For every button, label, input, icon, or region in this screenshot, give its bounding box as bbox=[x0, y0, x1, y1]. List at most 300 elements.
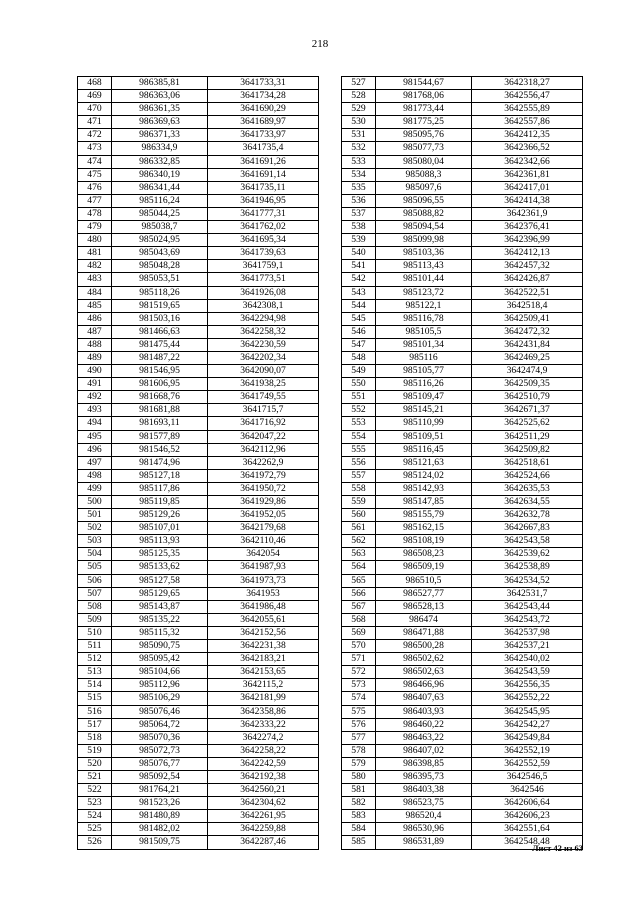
coordinate-x: 986474 bbox=[376, 613, 472, 626]
coordinate-y: 3642047,22 bbox=[208, 430, 319, 443]
coordinate-y: 3642054 bbox=[208, 548, 319, 561]
coordinate-y: 3641716,92 bbox=[208, 417, 319, 430]
coordinate-x: 981480,89 bbox=[112, 810, 208, 823]
point-number: 497 bbox=[78, 456, 112, 469]
table-row bbox=[78, 509, 319, 522]
table-row bbox=[78, 194, 319, 207]
coordinate-x: 985077,73 bbox=[376, 142, 472, 155]
point-number: 527 bbox=[342, 77, 376, 90]
table-row bbox=[342, 797, 583, 810]
table-row bbox=[342, 718, 583, 731]
point-number: 562 bbox=[342, 535, 376, 548]
coordinate-y: 3642551,64 bbox=[472, 823, 583, 836]
point-number: 547 bbox=[342, 338, 376, 351]
coordinate-x: 985109,47 bbox=[376, 391, 472, 404]
table-row bbox=[342, 338, 583, 351]
coordinate-y: 3641759,1 bbox=[208, 260, 319, 273]
point-number: 478 bbox=[78, 207, 112, 220]
table-row bbox=[342, 378, 583, 391]
coordinate-y: 3642556,47 bbox=[472, 90, 583, 103]
coordinate-x: 985127,58 bbox=[112, 574, 208, 587]
coordinate-y: 3642342,66 bbox=[472, 155, 583, 168]
coordinate-y: 3642537,21 bbox=[472, 640, 583, 653]
table-row bbox=[78, 77, 319, 90]
coordinate-x: 981509,75 bbox=[112, 836, 208, 849]
coordinate-y: 3642115,2 bbox=[208, 679, 319, 692]
point-number: 495 bbox=[78, 430, 112, 443]
point-number: 506 bbox=[78, 574, 112, 587]
point-number: 549 bbox=[342, 365, 376, 378]
point-number: 525 bbox=[78, 823, 112, 836]
coordinate-x: 985112,96 bbox=[112, 679, 208, 692]
point-number: 509 bbox=[78, 613, 112, 626]
table-row bbox=[78, 456, 319, 469]
coordinate-x: 986527,77 bbox=[376, 587, 472, 600]
coordinate-x: 986530,96 bbox=[376, 823, 472, 836]
point-number: 474 bbox=[78, 155, 112, 168]
coordinate-y: 3642537,98 bbox=[472, 626, 583, 639]
table-row bbox=[342, 823, 583, 836]
table-row bbox=[342, 77, 583, 90]
coordinate-y: 3642542,27 bbox=[472, 718, 583, 731]
table-row bbox=[342, 561, 583, 574]
coordinate-x: 985109,51 bbox=[376, 430, 472, 443]
coordinate-y: 3642153,65 bbox=[208, 666, 319, 679]
coordinate-x: 981768,06 bbox=[376, 90, 472, 103]
table-row bbox=[78, 155, 319, 168]
coordinate-y: 3642671,37 bbox=[472, 404, 583, 417]
coordinate-x: 981546,52 bbox=[112, 443, 208, 456]
coordinate-x: 981482,02 bbox=[112, 823, 208, 836]
point-number: 472 bbox=[78, 129, 112, 142]
table-row bbox=[78, 613, 319, 626]
point-number: 521 bbox=[78, 770, 112, 783]
table-row bbox=[78, 129, 319, 142]
point-number: 501 bbox=[78, 509, 112, 522]
table-row bbox=[342, 286, 583, 299]
table-row bbox=[78, 757, 319, 770]
point-number: 482 bbox=[78, 260, 112, 273]
table-row bbox=[342, 116, 583, 129]
coordinate-x: 985110,99 bbox=[376, 417, 472, 430]
point-number: 519 bbox=[78, 744, 112, 757]
table-row bbox=[78, 574, 319, 587]
table-row bbox=[78, 90, 319, 103]
table-row bbox=[78, 404, 319, 417]
table-row bbox=[342, 640, 583, 653]
table-row bbox=[342, 744, 583, 757]
coordinate-y: 3641946,95 bbox=[208, 194, 319, 207]
coordinate-x: 985124,02 bbox=[376, 469, 472, 482]
table-row bbox=[78, 378, 319, 391]
coordinate-y: 3642534,52 bbox=[472, 574, 583, 587]
point-number: 533 bbox=[342, 155, 376, 168]
coordinate-x: 985116,78 bbox=[376, 312, 472, 325]
coordinate-x: 986502,62 bbox=[376, 653, 472, 666]
coordinate-y: 3642606,64 bbox=[472, 797, 583, 810]
coordinate-y: 3641690,29 bbox=[208, 103, 319, 116]
table-row bbox=[342, 666, 583, 679]
point-number: 513 bbox=[78, 666, 112, 679]
coordinate-y: 3641735,4 bbox=[208, 142, 319, 155]
coordinates-tables bbox=[77, 76, 582, 848]
point-number: 563 bbox=[342, 548, 376, 561]
table-row bbox=[78, 640, 319, 653]
point-number: 568 bbox=[342, 613, 376, 626]
point-number: 581 bbox=[342, 784, 376, 797]
table-row bbox=[78, 522, 319, 535]
point-number: 580 bbox=[342, 770, 376, 783]
point-number: 552 bbox=[342, 404, 376, 417]
point-number: 524 bbox=[78, 810, 112, 823]
point-number: 515 bbox=[78, 692, 112, 705]
coordinate-y: 3642472,32 bbox=[472, 325, 583, 338]
coordinate-y: 3642308,1 bbox=[208, 299, 319, 312]
coordinate-y: 3641691,14 bbox=[208, 168, 319, 181]
point-number: 567 bbox=[342, 600, 376, 613]
table-row bbox=[78, 653, 319, 666]
coordinate-x: 981519,65 bbox=[112, 299, 208, 312]
coordinate-y: 3642055,61 bbox=[208, 613, 319, 626]
coordinate-x: 985133,62 bbox=[112, 561, 208, 574]
point-number: 496 bbox=[78, 443, 112, 456]
coordinate-y: 3641950,72 bbox=[208, 482, 319, 495]
table-row bbox=[78, 273, 319, 286]
coordinate-y: 3642556,35 bbox=[472, 679, 583, 692]
point-number: 502 bbox=[78, 522, 112, 535]
point-number: 554 bbox=[342, 430, 376, 443]
coordinate-x: 985105,5 bbox=[376, 325, 472, 338]
point-number: 505 bbox=[78, 561, 112, 574]
coordinate-x: 985113,93 bbox=[112, 535, 208, 548]
coordinate-y: 3642509,35 bbox=[472, 378, 583, 391]
coordinate-y: 3642230,59 bbox=[208, 338, 319, 351]
coordinate-x: 985097,6 bbox=[376, 181, 472, 194]
coordinate-y: 3642518,61 bbox=[472, 456, 583, 469]
table-row bbox=[342, 221, 583, 234]
coordinate-y: 3642376,41 bbox=[472, 221, 583, 234]
table-row bbox=[342, 535, 583, 548]
coordinates-table-left bbox=[77, 76, 319, 850]
coordinate-x: 986361,35 bbox=[112, 103, 208, 116]
coordinate-y: 3642549,84 bbox=[472, 731, 583, 744]
point-number: 558 bbox=[342, 482, 376, 495]
coordinate-y: 3642412,13 bbox=[472, 247, 583, 260]
coordinate-y: 3642181,99 bbox=[208, 692, 319, 705]
coordinate-x: 986407,02 bbox=[376, 744, 472, 757]
point-number: 579 bbox=[342, 757, 376, 770]
coordinate-y: 3641733,31 bbox=[208, 77, 319, 90]
coordinate-x: 985113,43 bbox=[376, 260, 472, 273]
table-row bbox=[78, 286, 319, 299]
table-row bbox=[342, 456, 583, 469]
table-row bbox=[342, 692, 583, 705]
table-row bbox=[78, 116, 319, 129]
point-number: 543 bbox=[342, 286, 376, 299]
point-number: 499 bbox=[78, 482, 112, 495]
coordinate-x: 985115,32 bbox=[112, 626, 208, 639]
coordinate-x: 985147,85 bbox=[376, 496, 472, 509]
coordinate-y: 3642259,88 bbox=[208, 823, 319, 836]
point-number: 514 bbox=[78, 679, 112, 692]
coordinate-x: 985094,54 bbox=[376, 221, 472, 234]
point-number: 535 bbox=[342, 181, 376, 194]
point-number: 476 bbox=[78, 181, 112, 194]
table-row bbox=[342, 312, 583, 325]
table-row bbox=[78, 469, 319, 482]
coordinate-y: 3642112,96 bbox=[208, 443, 319, 456]
table-row bbox=[78, 731, 319, 744]
table-row bbox=[78, 299, 319, 312]
coordinate-y: 3641734,28 bbox=[208, 90, 319, 103]
coordinate-y: 3642242,59 bbox=[208, 757, 319, 770]
coordinate-x: 985103,36 bbox=[376, 247, 472, 260]
point-number: 526 bbox=[78, 836, 112, 849]
table-row bbox=[342, 155, 583, 168]
point-number: 556 bbox=[342, 456, 376, 469]
coordinate-x: 981668,76 bbox=[112, 391, 208, 404]
coordinate-x: 985076,77 bbox=[112, 757, 208, 770]
table-row bbox=[342, 548, 583, 561]
point-number: 480 bbox=[78, 234, 112, 247]
table-row bbox=[342, 299, 583, 312]
coordinate-y: 3642469,25 bbox=[472, 351, 583, 364]
point-number: 539 bbox=[342, 234, 376, 247]
coordinate-y: 3642152,56 bbox=[208, 626, 319, 639]
point-number: 583 bbox=[342, 810, 376, 823]
table-row bbox=[78, 810, 319, 823]
point-number: 487 bbox=[78, 325, 112, 338]
coordinate-x: 985155,79 bbox=[376, 509, 472, 522]
point-number: 490 bbox=[78, 365, 112, 378]
coordinate-x: 985119,85 bbox=[112, 496, 208, 509]
table-row bbox=[342, 574, 583, 587]
coordinate-x: 985127,18 bbox=[112, 469, 208, 482]
coordinate-y: 3642546,5 bbox=[472, 770, 583, 783]
point-number: 477 bbox=[78, 194, 112, 207]
table-row bbox=[342, 587, 583, 600]
coordinate-x: 985076,46 bbox=[112, 705, 208, 718]
coordinate-y: 3641987,93 bbox=[208, 561, 319, 574]
point-number: 582 bbox=[342, 797, 376, 810]
table-row bbox=[342, 522, 583, 535]
point-number: 507 bbox=[78, 587, 112, 600]
coordinate-y: 3641777,31 bbox=[208, 207, 319, 220]
point-number: 566 bbox=[342, 587, 376, 600]
point-number: 498 bbox=[78, 469, 112, 482]
table-row bbox=[78, 325, 319, 338]
table-row bbox=[78, 482, 319, 495]
point-number: 544 bbox=[342, 299, 376, 312]
point-number: 483 bbox=[78, 273, 112, 286]
point-number: 534 bbox=[342, 168, 376, 181]
point-number: 573 bbox=[342, 679, 376, 692]
point-number: 529 bbox=[342, 103, 376, 116]
coordinate-y: 3642525,62 bbox=[472, 417, 583, 430]
point-number: 538 bbox=[342, 221, 376, 234]
point-number: 569 bbox=[342, 626, 376, 639]
coordinate-x: 985145,21 bbox=[376, 404, 472, 417]
coordinate-x: 986510,5 bbox=[376, 574, 472, 587]
coordinate-x: 986500,28 bbox=[376, 640, 472, 653]
coordinate-x: 986398,85 bbox=[376, 757, 472, 770]
coordinate-x: 985053,51 bbox=[112, 273, 208, 286]
coordinate-y: 3642090,07 bbox=[208, 365, 319, 378]
coordinate-x: 985099,98 bbox=[376, 234, 472, 247]
coordinate-x: 985105,77 bbox=[376, 365, 472, 378]
point-number: 520 bbox=[78, 757, 112, 770]
coordinate-y: 3642510,79 bbox=[472, 391, 583, 404]
point-number: 485 bbox=[78, 299, 112, 312]
coordinate-y: 3641733,97 bbox=[208, 129, 319, 142]
coordinate-y: 3642274,2 bbox=[208, 731, 319, 744]
point-number: 473 bbox=[78, 142, 112, 155]
coordinate-x: 981764,21 bbox=[112, 784, 208, 797]
coordinate-y: 3642192,38 bbox=[208, 770, 319, 783]
coordinate-y: 3642262,9 bbox=[208, 456, 319, 469]
table-row bbox=[342, 351, 583, 364]
table-row bbox=[342, 705, 583, 718]
point-number: 486 bbox=[78, 312, 112, 325]
coordinate-y: 3642318,27 bbox=[472, 77, 583, 90]
coordinate-y: 3642548,48 bbox=[472, 836, 583, 849]
coordinate-y: 3642361,9 bbox=[472, 207, 583, 220]
table-row bbox=[342, 626, 583, 639]
table-row bbox=[78, 705, 319, 718]
table-row bbox=[78, 692, 319, 705]
table-row bbox=[78, 797, 319, 810]
table-row bbox=[342, 90, 583, 103]
table-row bbox=[78, 587, 319, 600]
table-row bbox=[78, 836, 319, 849]
table-row bbox=[78, 443, 319, 456]
coordinate-x: 985095,76 bbox=[376, 129, 472, 142]
sheet-label: Лист 42 из 63 bbox=[532, 843, 583, 853]
coordinate-y: 3641938,25 bbox=[208, 378, 319, 391]
coordinate-y: 3642555,89 bbox=[472, 103, 583, 116]
point-number: 551 bbox=[342, 391, 376, 404]
coordinate-x: 985121,63 bbox=[376, 456, 472, 469]
point-number: 500 bbox=[78, 496, 112, 509]
coordinate-y: 3641749,55 bbox=[208, 391, 319, 404]
coordinate-x: 986471,88 bbox=[376, 626, 472, 639]
coordinate-x: 981474,96 bbox=[112, 456, 208, 469]
point-number: 553 bbox=[342, 417, 376, 430]
point-number: 494 bbox=[78, 417, 112, 430]
coordinate-x: 985162,15 bbox=[376, 522, 472, 535]
coordinate-x: 986509,19 bbox=[376, 561, 472, 574]
point-number: 571 bbox=[342, 653, 376, 666]
coordinate-x: 986531,89 bbox=[376, 836, 472, 849]
coordinate-y: 3641773,51 bbox=[208, 273, 319, 286]
coordinate-y: 3642545,95 bbox=[472, 705, 583, 718]
point-number: 557 bbox=[342, 469, 376, 482]
coordinate-x: 985038,7 bbox=[112, 221, 208, 234]
table-row bbox=[342, 653, 583, 666]
table-row bbox=[342, 443, 583, 456]
coordinate-y: 3642231,38 bbox=[208, 640, 319, 653]
coordinate-y: 3642531,7 bbox=[472, 587, 583, 600]
table-row bbox=[78, 221, 319, 234]
point-number: 532 bbox=[342, 142, 376, 155]
point-number: 469 bbox=[78, 90, 112, 103]
point-number: 546 bbox=[342, 325, 376, 338]
point-number: 517 bbox=[78, 718, 112, 731]
point-number: 545 bbox=[342, 312, 376, 325]
coordinate-y: 3641689,97 bbox=[208, 116, 319, 129]
coordinate-x: 981693,11 bbox=[112, 417, 208, 430]
point-number: 574 bbox=[342, 692, 376, 705]
table-row bbox=[78, 679, 319, 692]
coordinate-y: 3641953 bbox=[208, 587, 319, 600]
coordinate-x: 985101,34 bbox=[376, 338, 472, 351]
coordinate-x: 981523,26 bbox=[112, 797, 208, 810]
table-row bbox=[78, 496, 319, 509]
table-row bbox=[78, 351, 319, 364]
coordinate-x: 981577,89 bbox=[112, 430, 208, 443]
table-row bbox=[342, 247, 583, 260]
coordinate-x: 985048,28 bbox=[112, 260, 208, 273]
coordinate-x: 985101,44 bbox=[376, 273, 472, 286]
table-row bbox=[78, 784, 319, 797]
coordinate-x: 986523,75 bbox=[376, 797, 472, 810]
coordinate-y: 3642431,84 bbox=[472, 338, 583, 351]
coordinate-y: 3642560,21 bbox=[208, 784, 319, 797]
point-number: 548 bbox=[342, 351, 376, 364]
table-row bbox=[342, 469, 583, 482]
coordinate-y: 3641929,86 bbox=[208, 496, 319, 509]
table-row bbox=[78, 168, 319, 181]
coordinate-y: 3642552,59 bbox=[472, 757, 583, 770]
point-number: 564 bbox=[342, 561, 376, 574]
point-number: 537 bbox=[342, 207, 376, 220]
coordinate-x: 981681,88 bbox=[112, 404, 208, 417]
coordinate-x: 985116,45 bbox=[376, 443, 472, 456]
coordinate-x: 986466,96 bbox=[376, 679, 472, 692]
table-row bbox=[78, 338, 319, 351]
coordinate-y: 3642557,86 bbox=[472, 116, 583, 129]
table-row bbox=[342, 207, 583, 220]
coordinate-y: 3642509,82 bbox=[472, 443, 583, 456]
point-number: 491 bbox=[78, 378, 112, 391]
coordinate-y: 3642552,22 bbox=[472, 692, 583, 705]
coordinate-y: 3641973,73 bbox=[208, 574, 319, 587]
coordinate-x: 985122,1 bbox=[376, 299, 472, 312]
coordinate-x: 985135,22 bbox=[112, 613, 208, 626]
coordinate-x: 986371,33 bbox=[112, 129, 208, 142]
coordinate-x: 986502,63 bbox=[376, 666, 472, 679]
point-number: 565 bbox=[342, 574, 376, 587]
table-row bbox=[78, 365, 319, 378]
coordinate-y: 3642543,44 bbox=[472, 600, 583, 613]
coordinate-x: 985142,93 bbox=[376, 482, 472, 495]
coordinate-x: 981487,22 bbox=[112, 351, 208, 364]
coordinate-x: 985095,42 bbox=[112, 653, 208, 666]
point-number: 584 bbox=[342, 823, 376, 836]
point-number: 577 bbox=[342, 731, 376, 744]
coordinate-y: 3642634,55 bbox=[472, 496, 583, 509]
table-row bbox=[78, 417, 319, 430]
coordinate-y: 3642524,66 bbox=[472, 469, 583, 482]
coordinate-y: 3642543,58 bbox=[472, 535, 583, 548]
point-number: 470 bbox=[78, 103, 112, 116]
coordinate-y: 3642287,46 bbox=[208, 836, 319, 849]
coordinate-y: 3641986,48 bbox=[208, 600, 319, 613]
coordinate-y: 3642457,32 bbox=[472, 260, 583, 273]
table-row bbox=[342, 404, 583, 417]
coordinate-x: 985072,73 bbox=[112, 744, 208, 757]
table-row bbox=[342, 679, 583, 692]
